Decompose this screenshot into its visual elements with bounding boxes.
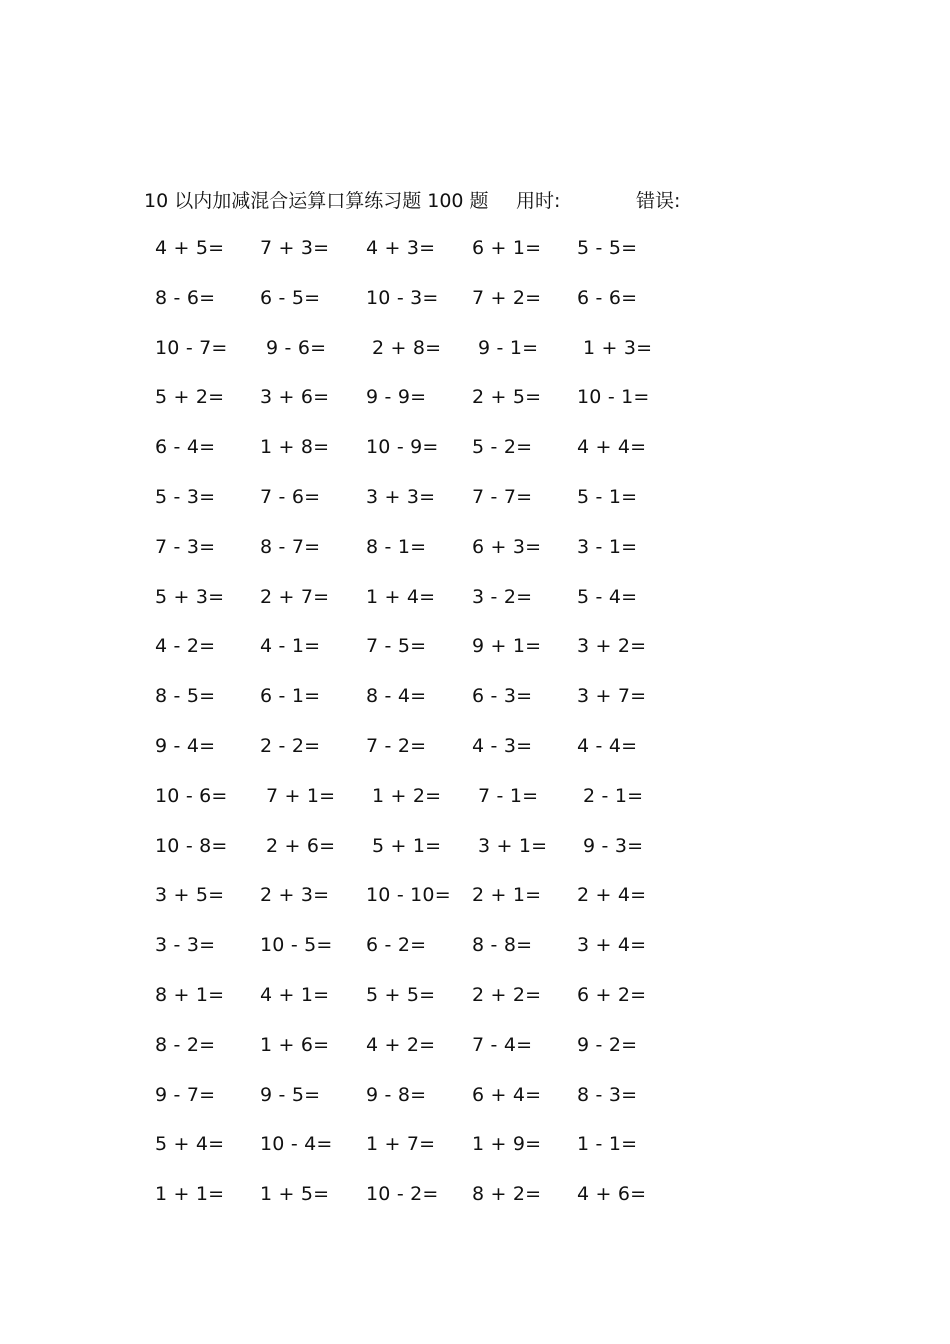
problem-item: 9 - 1= xyxy=(478,336,539,359)
problem-item: 10 - 7= xyxy=(155,336,228,359)
problem-item: 7 + 2= xyxy=(472,286,542,309)
problem-item: 7 + 1= xyxy=(266,784,336,807)
problem-item: 6 - 6= xyxy=(577,286,638,309)
problem-item: 2 + 1= xyxy=(472,884,542,907)
problem-item: 4 + 1= xyxy=(260,983,330,1006)
problem-item: 9 - 6= xyxy=(266,336,327,359)
problem-item: 6 - 4= xyxy=(155,436,216,459)
problem-item: 2 + 8= xyxy=(372,336,442,359)
time-used-label: 用时: xyxy=(516,190,561,212)
problem-item: 3 + 6= xyxy=(260,386,330,409)
problem-row xyxy=(0,1129,950,1179)
problem-item: 10 - 8= xyxy=(155,834,228,857)
error-count-label: 错误: xyxy=(636,190,681,212)
problem-item: 5 - 4= xyxy=(577,585,638,608)
problem-item: 3 + 2= xyxy=(577,635,647,658)
problem-item: 2 - 1= xyxy=(583,784,644,807)
problem-item: 4 - 4= xyxy=(577,734,638,757)
problem-item: 10 - 5= xyxy=(260,934,333,957)
problem-item: 4 - 2= xyxy=(155,635,216,658)
problem-item: 5 + 3= xyxy=(155,585,225,608)
problem-item: 6 + 3= xyxy=(472,535,542,558)
problem-row xyxy=(0,781,950,831)
problem-item: 9 - 4= xyxy=(155,734,216,757)
problem-item: 6 - 2= xyxy=(366,934,427,957)
problem-row xyxy=(0,681,950,731)
problem-row xyxy=(0,930,950,980)
problem-row xyxy=(0,1030,950,1080)
problem-item: 1 - 1= xyxy=(577,1133,638,1156)
problem-row xyxy=(0,482,950,532)
problem-item: 9 + 1= xyxy=(472,635,542,658)
problem-item: 10 - 1= xyxy=(577,386,650,409)
problem-item: 2 + 2= xyxy=(472,983,542,1006)
problem-item: 1 + 3= xyxy=(583,336,653,359)
problem-item: 4 - 1= xyxy=(260,635,321,658)
problem-item: 1 + 7= xyxy=(366,1133,436,1156)
problem-row xyxy=(0,333,950,383)
worksheet-title: 10 以内加减混合运算口算练习题 100 题 xyxy=(144,190,489,212)
problem-row xyxy=(0,831,950,881)
problem-item: 9 - 9= xyxy=(366,386,427,409)
problem-grid xyxy=(0,233,950,1229)
problem-item: 2 + 3= xyxy=(260,884,330,907)
problem-item: 3 + 3= xyxy=(366,485,436,508)
worksheet-header xyxy=(144,186,890,216)
problem-item: 2 + 4= xyxy=(577,884,647,907)
problem-item: 6 + 2= xyxy=(577,983,647,1006)
problem-item: 5 - 3= xyxy=(155,485,216,508)
problem-row xyxy=(0,233,950,283)
problem-item: 3 + 5= xyxy=(155,884,225,907)
problem-item: 8 - 8= xyxy=(472,934,533,957)
problem-item: 1 + 6= xyxy=(260,1033,330,1056)
problem-item: 7 - 2= xyxy=(366,734,427,757)
problem-item: 2 - 2= xyxy=(260,734,321,757)
problem-row xyxy=(0,532,950,582)
problem-item: 8 + 2= xyxy=(472,1183,542,1206)
problem-item: 6 - 1= xyxy=(260,685,321,708)
problem-item: 10 - 4= xyxy=(260,1133,333,1156)
problem-item: 2 + 7= xyxy=(260,585,330,608)
problem-item: 10 - 2= xyxy=(366,1183,439,1206)
problem-item: 8 - 2= xyxy=(155,1033,216,1056)
problem-item: 1 + 8= xyxy=(260,436,330,459)
problem-item: 10 - 9= xyxy=(366,436,439,459)
problem-row xyxy=(0,1080,950,1130)
problem-row xyxy=(0,382,950,432)
problem-row xyxy=(0,582,950,632)
problem-item: 10 - 6= xyxy=(155,784,228,807)
problem-item: 2 + 6= xyxy=(266,834,336,857)
problem-item: 8 - 3= xyxy=(577,1083,638,1106)
problem-row xyxy=(0,283,950,333)
problem-item: 9 - 7= xyxy=(155,1083,216,1106)
problem-item: 1 + 9= xyxy=(472,1133,542,1156)
problem-item: 2 + 5= xyxy=(472,386,542,409)
problem-item: 5 + 4= xyxy=(155,1133,225,1156)
problem-item: 6 - 3= xyxy=(472,685,533,708)
problem-item: 4 + 2= xyxy=(366,1033,436,1056)
problem-item: 8 - 1= xyxy=(366,535,427,558)
problem-item: 8 - 6= xyxy=(155,286,216,309)
problem-row xyxy=(0,980,950,1030)
problem-item: 5 + 2= xyxy=(155,386,225,409)
problem-item: 10 - 10= xyxy=(366,884,451,907)
problem-item: 3 - 3= xyxy=(155,934,216,957)
problem-item: 7 - 5= xyxy=(366,635,427,658)
problem-item: 7 - 7= xyxy=(472,485,533,508)
problem-item: 5 - 5= xyxy=(577,237,638,259)
problem-item: 3 - 1= xyxy=(577,535,638,558)
problem-item: 8 + 1= xyxy=(155,983,225,1006)
problem-row xyxy=(0,1179,950,1229)
problem-item: 4 + 3= xyxy=(366,237,436,259)
problem-item: 6 - 5= xyxy=(260,286,321,309)
problem-item: 5 - 1= xyxy=(577,485,638,508)
problem-item: 8 - 5= xyxy=(155,685,216,708)
problem-item: 9 - 2= xyxy=(577,1033,638,1056)
problem-item: 1 + 2= xyxy=(372,784,442,807)
problem-item: 8 - 4= xyxy=(366,685,427,708)
problem-item: 7 - 3= xyxy=(155,535,216,558)
problem-item: 4 + 6= xyxy=(577,1183,647,1206)
problem-item: 5 - 2= xyxy=(472,436,533,459)
problem-item: 6 + 4= xyxy=(472,1083,542,1106)
problem-item: 4 + 5= xyxy=(155,237,225,259)
problem-item: 4 + 4= xyxy=(577,436,647,459)
problem-item: 3 + 4= xyxy=(577,934,647,957)
problem-item: 10 - 3= xyxy=(366,286,439,309)
problem-row xyxy=(0,432,950,482)
problem-item: 5 + 1= xyxy=(372,834,442,857)
problem-item: 7 - 6= xyxy=(260,485,321,508)
problem-item: 1 + 1= xyxy=(155,1183,225,1206)
problem-item: 8 - 7= xyxy=(260,535,321,558)
problem-item: 9 - 3= xyxy=(583,834,644,857)
problem-item: 7 - 1= xyxy=(478,784,539,807)
problem-row xyxy=(0,731,950,781)
problem-row xyxy=(0,880,950,930)
problem-item: 7 + 3= xyxy=(260,237,330,259)
problem-item: 6 + 1= xyxy=(472,237,542,259)
problem-item: 9 - 5= xyxy=(260,1083,321,1106)
problem-item: 4 - 3= xyxy=(472,734,533,757)
problem-row xyxy=(0,631,950,681)
problem-item: 3 + 7= xyxy=(577,685,647,708)
problem-item: 1 + 5= xyxy=(260,1183,330,1206)
problem-item: 9 - 8= xyxy=(366,1083,427,1106)
problem-item: 5 + 5= xyxy=(366,983,436,1006)
problem-item: 3 - 2= xyxy=(472,585,533,608)
problem-item: 7 - 4= xyxy=(472,1033,533,1056)
problem-item: 1 + 4= xyxy=(366,585,436,608)
problem-item: 3 + 1= xyxy=(478,834,548,857)
